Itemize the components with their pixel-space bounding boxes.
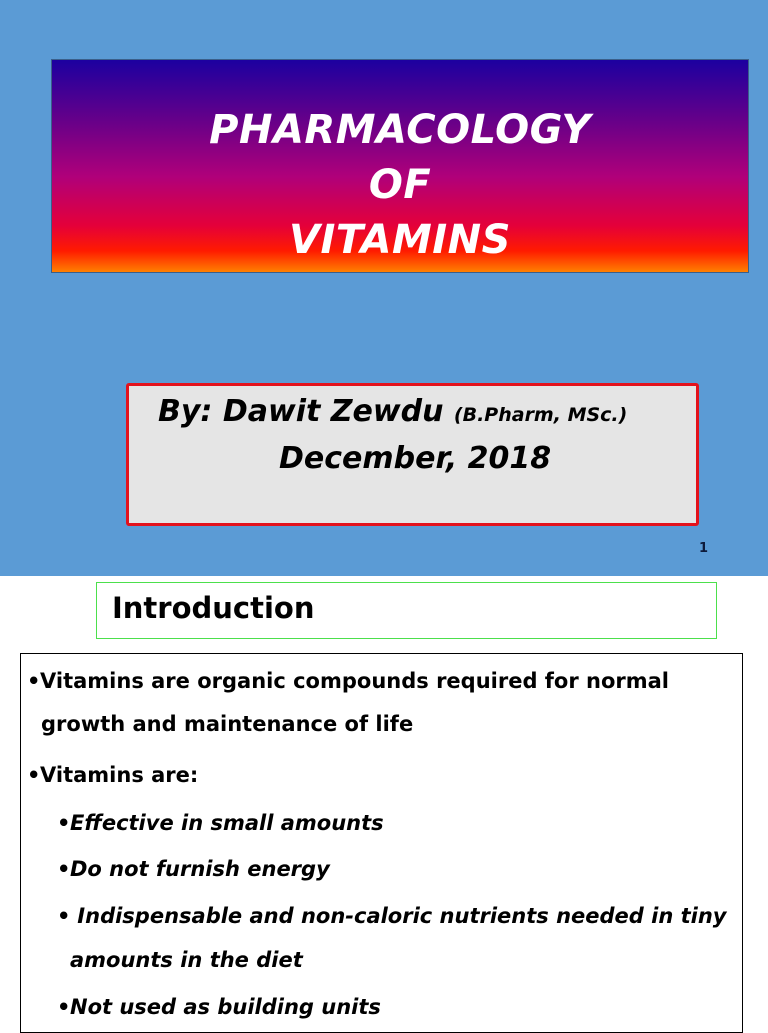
sub-bullet-text: Not used as building units: [70, 995, 381, 1019]
slide-number: 1: [699, 541, 709, 556]
bullet-icon: •: [57, 811, 71, 835]
bullet-item-continuation: growth and maintenance of life: [41, 712, 414, 736]
author-credentials: (B.Pharm, MSc.): [453, 404, 628, 426]
sub-bullet-item: [57, 802, 384, 845]
sub-bullet-item: [57, 848, 330, 891]
title-line-3: VITAMINS: [289, 217, 511, 263]
bullet-text: Vitamins are:: [40, 763, 199, 787]
sub-bullet-item: [57, 895, 726, 938]
sub-bullet-continuation: amounts in the diet: [70, 948, 303, 972]
author-line: [158, 394, 627, 429]
content-box: [20, 653, 743, 1033]
bullet-icon: •: [27, 669, 41, 693]
sub-bullet-text: Effective in small amounts: [70, 811, 384, 835]
bullet-item: [27, 660, 669, 703]
bullet-text: Vitamins are organic compounds required for normal: [40, 669, 670, 693]
sub-bullet-text: Do not furnish energy: [70, 857, 330, 881]
bullet-icon: •: [57, 995, 71, 1019]
sub-bullet-item: [57, 986, 381, 1029]
intro-heading: Introduction: [112, 591, 315, 625]
title-line-2: OF: [368, 162, 432, 208]
bullet-icon: •: [57, 904, 71, 928]
presentation-date: December, 2018: [279, 441, 552, 476]
bullet-icon: •: [57, 857, 71, 881]
title-line-1: PHARMACOLOGY: [209, 107, 591, 153]
bullet-icon: •: [27, 763, 41, 787]
author-box: [126, 383, 699, 526]
author-name: By: Dawit Zewdu: [158, 394, 444, 429]
intro-heading-box: [96, 582, 717, 639]
bullet-item: [27, 754, 198, 797]
sub-bullet-text: Indispensable and non-caloric nutrients needed in tiny: [70, 904, 727, 928]
title-banner: [51, 59, 749, 273]
